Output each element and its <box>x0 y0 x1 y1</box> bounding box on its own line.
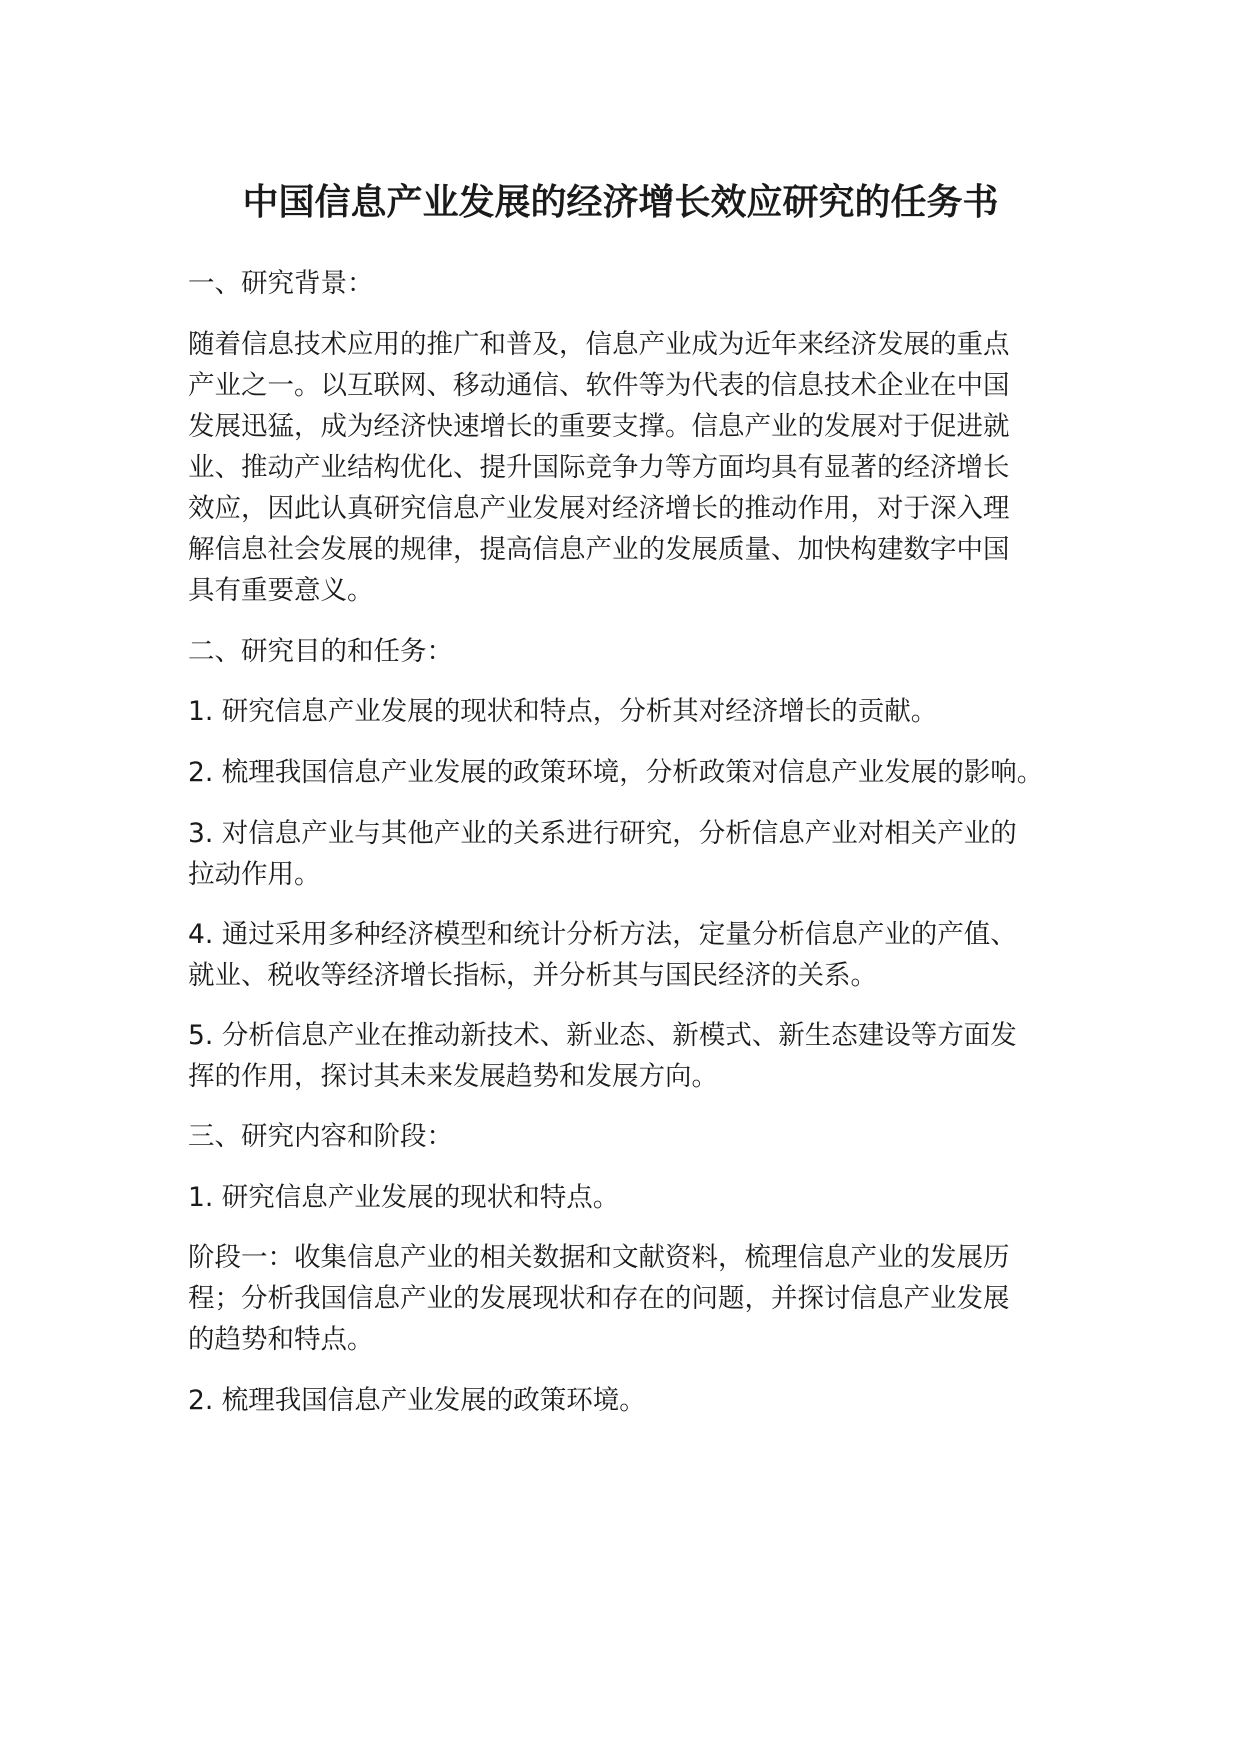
list-item: 5. 分析信息产业在推动新技术、新业态、新模式、新生态建设等方面发 <box>188 1020 1017 1051</box>
paragraph-line: 业、推动产业结构优化、提升国际竞争力等方面均具有显著的经济增长 <box>188 452 1010 483</box>
list-item: 1. 研究信息产业发展的现状和特点，分析其对经济增长的贡献。 <box>188 696 938 727</box>
list-item-continuation: 就业、税收等经济增长指标，并分析其与国民经济的关系。 <box>188 960 877 991</box>
document-title: 中国信息产业发展的经济增长效应研究的任务书 <box>242 182 999 223</box>
list-item: 2. 梳理我国信息产业发展的政策环境。 <box>188 1385 646 1416</box>
section-heading-objectives: 二、研究目的和任务： <box>188 636 453 667</box>
paragraph-line: 发展迅猛，成为经济快速增长的重要支撑。信息产业的发展对于促进就 <box>188 411 1010 442</box>
paragraph-line: 效应，因此认真研究信息产业发展对经济增长的推动作用，对于深入理 <box>188 493 1010 524</box>
paragraph-line: 阶段一：收集信息产业的相关数据和文献资料，梳理信息产业的发展历 <box>188 1242 1010 1273</box>
paragraph-line: 产业之一。以互联网、移动通信、软件等为代表的信息技术企业在中国 <box>188 370 1010 401</box>
paragraph-line: 解信息社会发展的规律，提高信息产业的发展质量、加快构建数字中国 <box>188 534 1010 565</box>
section-heading-background: 一、研究背景： <box>188 268 374 299</box>
list-item: 3. 对信息产业与其他产业的关系进行研究，分析信息产业对相关产业的 <box>188 818 1017 849</box>
list-item-continuation: 拉动作用。 <box>188 859 321 890</box>
paragraph-line: 随着信息技术应用的推广和普及，信息产业成为近年来经济发展的重点 <box>188 329 1010 360</box>
list-item: 1. 研究信息产业发展的现状和特点。 <box>188 1182 620 1213</box>
list-item: 2. 梳理我国信息产业发展的政策环境，分析政策对信息产业发展的影响。 <box>188 757 1044 788</box>
paragraph-line: 程；分析我国信息产业的发展现状和存在的问题，并探讨信息产业发展 <box>188 1283 1010 1314</box>
section-heading-content: 三、研究内容和阶段： <box>188 1121 453 1152</box>
paragraph-line: 具有重要意义。 <box>188 575 374 606</box>
list-item: 4. 通过采用多种经济模型和统计分析方法，定量分析信息产业的产值、 <box>188 919 1017 950</box>
list-item-continuation: 挥的作用，探讨其未来发展趋势和发展方向。 <box>188 1061 718 1092</box>
paragraph-line: 的趋势和特点。 <box>188 1324 374 1355</box>
